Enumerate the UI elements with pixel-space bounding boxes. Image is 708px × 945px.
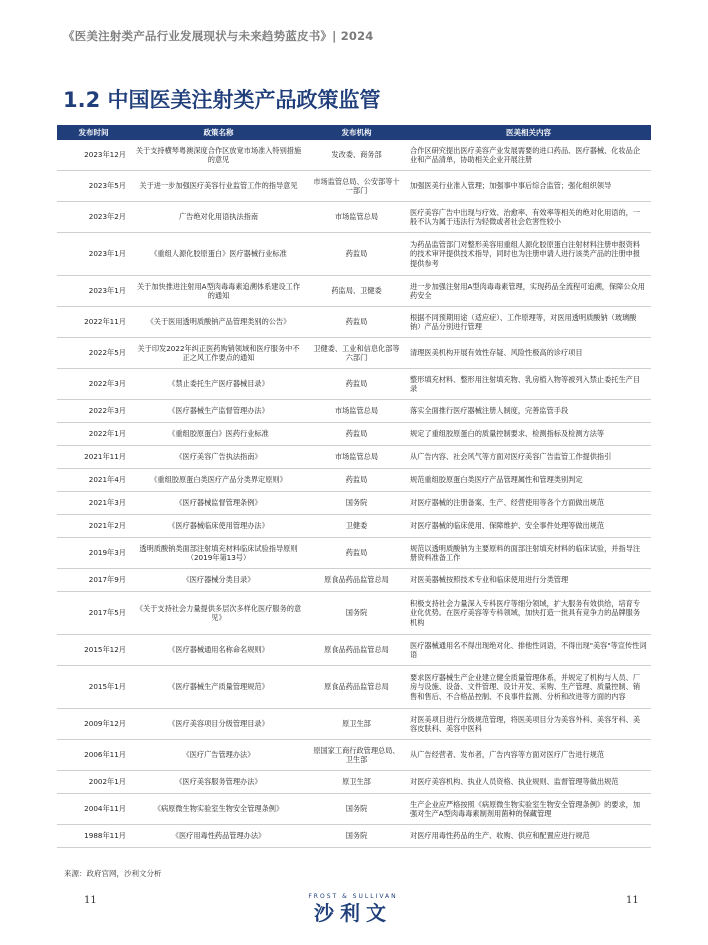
table-row	[57, 515, 651, 538]
table-row	[57, 569, 651, 592]
cell-issuer: 原卫生部	[307, 771, 406, 794]
section-title: 1.2 中国医美注射类产品政策监管	[63, 88, 381, 112]
cell-policy-name: 《禁止委托生产医疗器械目录》	[130, 369, 307, 400]
cell-issuer: 原国家工商行政管理总局、卫生部	[307, 740, 406, 771]
cell-issuer: 国务院	[307, 794, 406, 825]
table-row	[57, 794, 651, 825]
table-row	[57, 666, 651, 709]
cell-date: 2021年4月	[57, 469, 130, 492]
cell-content: 合作区研究提出医疗美容产业发展需要的进口药品、医疗器械、化妆品企业和产品清单，协助相关企业开展注册	[406, 140, 651, 171]
cell-policy-name: 《医疗广告管理办法》	[130, 740, 307, 771]
cell-issuer: 卫健委、工业和信息化部等六部门	[307, 338, 406, 369]
cell-issuer: 卫健委	[307, 515, 406, 538]
table-row	[57, 771, 651, 794]
logo-chinese-text: 沙利文	[314, 901, 392, 925]
table-row	[57, 740, 651, 771]
cell-content: 清理医美机构开展有效性存疑、风险性极高的诊疗项目	[406, 338, 651, 369]
cell-issuer: 市场监管总局、公安部等十一部门	[307, 171, 406, 202]
cell-content: 从广告经营者、发布者，广告内容等方面对医疗广告进行规范	[406, 740, 651, 771]
running-header: 《医美注射类产品行业发展现状与未来趋势蓝皮书》| 2024	[63, 29, 374, 43]
page-number-left: 11	[84, 895, 97, 906]
cell-policy-name: 《重组胶原蛋白》医药行业标准	[130, 423, 307, 446]
cell-issuer: 药监局	[307, 233, 406, 276]
cell-policy-name: 《医疗器械通用名称命名规则》	[130, 635, 307, 666]
table-row	[57, 446, 651, 469]
cell-content: 医疗器械通用名不得出现绝对化、排他性词语，不得出现"美容"等宣传性词语	[406, 635, 651, 666]
cell-date: 2015年1月	[57, 666, 130, 709]
cell-policy-name: 《关于医用透明质酸钠产品管理类别的公告》	[130, 307, 307, 338]
cell-policy-name: 《医疗器械临床使用管理办法》	[130, 515, 307, 538]
cell-content: 从广告内容、社会风气等方面对医疗美容广告监管工作提供指引	[406, 446, 651, 469]
cell-date: 2021年11月	[57, 446, 130, 469]
cell-policy-name: 《医疗用毒性药品管理办法》	[130, 825, 307, 848]
cell-date: 2015年12月	[57, 635, 130, 666]
cell-policy-name: 《医疗美容项目分级管理目录》	[130, 709, 307, 740]
cell-content: 规范重组胶原蛋白类医疗产品管理属性和管理类别判定	[406, 469, 651, 492]
cell-content: 落实全面推行医疗器械注册人制度，完善监管手段	[406, 400, 651, 423]
cell-issuer: 药监局	[307, 469, 406, 492]
cell-issuer: 药监局	[307, 307, 406, 338]
cell-issuer: 药监局	[307, 369, 406, 400]
cell-policy-name: 透明质酸钠类面部注射填充材料临床试验指导原则（2019年第13号）	[130, 538, 307, 569]
cell-date: 2009年12月	[57, 709, 130, 740]
cell-issuer: 国务院	[307, 825, 406, 848]
cell-date: 2023年1月	[57, 276, 130, 307]
cell-policy-name: 《病原微生物实验室生物安全管理条例》	[130, 794, 307, 825]
cell-date: 2017年5月	[57, 592, 130, 635]
cell-content: 进一步加强注射用A型肉毒毒素管理，实现药品全流程可追溯，保障公众用药安全	[406, 276, 651, 307]
cell-date: 2021年2月	[57, 515, 130, 538]
cell-date: 2002年1月	[57, 771, 130, 794]
cell-date: 2023年12月	[57, 140, 130, 171]
source-note: 来源：政府官网，沙利文分析	[64, 869, 162, 878]
table-row	[57, 276, 651, 307]
cell-content: 对医美器械按照技术专业和临床使用进行分类管理	[406, 569, 651, 592]
cell-issuer: 原食品药品监管总局	[307, 569, 406, 592]
cell-date: 1988年11月	[57, 825, 130, 848]
cell-date: 2022年3月	[57, 400, 130, 423]
cell-issuer: 国务院	[307, 592, 406, 635]
table-row	[57, 369, 651, 400]
cell-content: 规范以透明质酸钠为主要原料的面部注射填充材料的临床试验，并指导注册资料准备工作	[406, 538, 651, 569]
table-header-row	[57, 125, 651, 140]
table-row	[57, 825, 651, 848]
table-row	[57, 400, 651, 423]
cell-issuer: 市场监管总局	[307, 400, 406, 423]
cell-policy-name: 《医疗器械监督管理条例》	[130, 492, 307, 515]
cell-policy-name: 关于印发2022年纠正医药购销领域和医疗服务中不正之风工作要点的通知	[130, 338, 307, 369]
cell-policy-name: 《重组人源化胶原蛋白》医疗器械行业标准	[130, 233, 307, 276]
cell-content: 对医疗美容机构、执业人员资格、执业规则、监督管理等做出规范	[406, 771, 651, 794]
table-row	[57, 171, 651, 202]
cell-date: 2022年3月	[57, 369, 130, 400]
cell-date: 2019年3月	[57, 538, 130, 569]
cell-content: 对医疗用毒性药品的生产、收购、供应和配置应进行规范	[406, 825, 651, 848]
cell-date: 2023年2月	[57, 202, 130, 233]
cell-date: 2021年3月	[57, 492, 130, 515]
table-row	[57, 635, 651, 666]
cell-date: 2023年5月	[57, 171, 130, 202]
cell-issuer: 药监局、卫健委	[307, 276, 406, 307]
cell-content: 规定了重组胶原蛋白的质量控制要求、检测指标及检测方法等	[406, 423, 651, 446]
cell-issuer: 原食品药品监管总局	[307, 635, 406, 666]
cell-content: 整形填充材料、整形用注射填充物、乳房植入物等被列入禁止委托生产目录	[406, 369, 651, 400]
table-row	[57, 423, 651, 446]
cell-content: 根据不同预期用途（适应症）、工作原理等，对医用透明质酸钠（玻璃酸钠）产品分别进行管理	[406, 307, 651, 338]
cell-content: 生产企业应严格按照《病原微生物实验室生物安全管理条例》的要求，加强对生产A型肉毒毒素制剂用菌种的保藏管理	[406, 794, 651, 825]
table-row	[57, 492, 651, 515]
cell-date: 2004年11月	[57, 794, 130, 825]
cell-issuer: 原卫生部	[307, 709, 406, 740]
cell-policy-name: 广告绝对化用语执法指南	[130, 202, 307, 233]
cell-date: 2023年1月	[57, 233, 130, 276]
cell-content: 要求医疗器械生产企业建立健全质量管理体系，并规定了机构与人员、厂房与设施、设备、文件管理、设计开发、采购、生产管理、质量控制、销售和售后、不合格品控制、不良事件监测、分析和改进等方面的内容	[406, 666, 651, 709]
column-header-policy-name: 政策名称	[130, 125, 307, 140]
column-header-date: 发布时间	[57, 125, 130, 140]
cell-content: 医疗美容广告中出现与疗效、治愈率、有效率等相关的绝对化用语的，一般不认为属于违法行为轻微或者社会危害性较小	[406, 202, 651, 233]
column-header-content: 医美相关内容	[406, 125, 651, 140]
policy-table-container	[57, 125, 651, 848]
cell-policy-name: 《医疗器械生产监督管理办法》	[130, 400, 307, 423]
table-row	[57, 140, 651, 171]
cell-date: 2022年11月	[57, 307, 130, 338]
cell-issuer: 药监局	[307, 423, 406, 446]
cell-content: 对医疗器械的注册备案、生产、经营使用等各个方面做出规范	[406, 492, 651, 515]
cell-content: 对医美项目进行分级规范管理，将医美项目分为美容外科、美容牙科、美容皮肤科、美容中医科	[406, 709, 651, 740]
table-row	[57, 338, 651, 369]
cell-policy-name: 《关于支持社会力量提供多层次多样化医疗服务的意见》	[130, 592, 307, 635]
table-body	[57, 140, 651, 848]
cell-issuer: 发改委、商务部	[307, 140, 406, 171]
cell-policy-name: 《医疗美容服务管理办法》	[130, 771, 307, 794]
frost-sullivan-logo	[296, 893, 410, 925]
policy-table	[57, 125, 651, 848]
cell-policy-name: 《医疗器械分类目录》	[130, 569, 307, 592]
cell-policy-name: 关于加快推进注射用A型肉毒毒素追溯体系建设工作的通知	[130, 276, 307, 307]
table-row	[57, 709, 651, 740]
cell-policy-name: 《医疗器械生产质量管理规范》	[130, 666, 307, 709]
table-row	[57, 469, 651, 492]
cell-date: 2017年9月	[57, 569, 130, 592]
cell-issuer: 药监局	[307, 538, 406, 569]
cell-date: 2022年5月	[57, 338, 130, 369]
cell-policy-name: 《医疗美容广告执法指南》	[130, 446, 307, 469]
table-row	[57, 307, 651, 338]
table-row	[57, 202, 651, 233]
column-header-issuer: 发布机构	[307, 125, 406, 140]
cell-date: 2006年11月	[57, 740, 130, 771]
cell-policy-name: 关于支持横琴粤澳深度合作区放宽市场准入特别措施的意见	[130, 140, 307, 171]
cell-content: 加强医美行业准入管理；加强事中事后综合监管；强化组织领导	[406, 171, 651, 202]
cell-content: 积极支持社会力量深入专科医疗等细分领域，扩大服务有效供给，培育专业化优势。在医疗美容等专科领域，加快打造一批具有竞争力的品牌服务机构	[406, 592, 651, 635]
logo-english-text: FROST & SULLIVAN	[308, 893, 398, 900]
cell-issuer: 国务院	[307, 492, 406, 515]
cell-policy-name: 《重组胶原蛋白类医疗产品分类界定原则》	[130, 469, 307, 492]
table-row	[57, 233, 651, 276]
cell-issuer: 原食品药品监管总局	[307, 666, 406, 709]
page-number-right: 11	[626, 895, 639, 906]
cell-issuer: 市场监管总局	[307, 446, 406, 469]
table-row	[57, 592, 651, 635]
cell-content: 对医疗器械的临床使用、保障维护、安全事件处理等做出规范	[406, 515, 651, 538]
cell-content: 为药品监管部门对整形美容用重组人源化胶原蛋白注射材料注册申报资料的技术审评提供技术指导，同时也为注册申请人进行该类产品的注册申报提供参考	[406, 233, 651, 276]
cell-issuer: 市场监管总局	[307, 202, 406, 233]
table-row	[57, 538, 651, 569]
cell-date: 2022年1月	[57, 423, 130, 446]
cell-policy-name: 关于进一步加强医疗美容行业监管工作的指导意见	[130, 171, 307, 202]
